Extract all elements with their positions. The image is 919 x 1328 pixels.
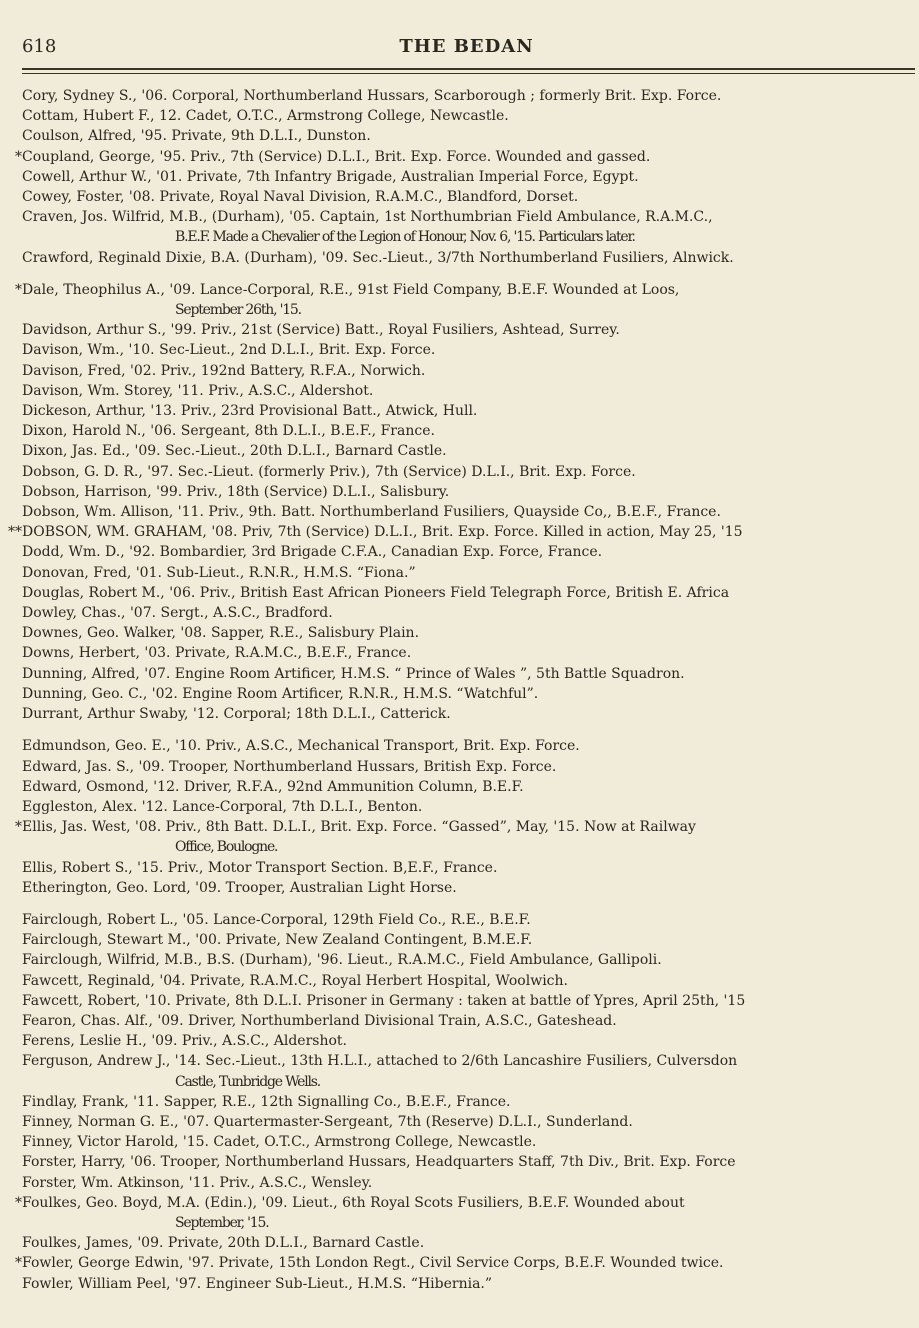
roll-entry (8, 623, 917, 643)
entry-text: Fearon, Chas. Alf., '09. Driver, Northumberland Divisional Train, A.S.C., Gateshead. (22, 1012, 617, 1029)
roll-entry (8, 502, 917, 522)
entry-text: Cowell, Arthur W., '01. Private, 7th Infantry Brigade, Australian Imperial Force, Egypt. (22, 168, 639, 185)
roll-entry (8, 1173, 917, 1193)
entry-text: Dale, Theophilus A., '09. Lance-Corporal, R.E., 91st Field Company, B.E.F. Wounded at Loos, (22, 281, 680, 298)
entry-text: Dixon, Harold N., '06. Sergeant, 8th D.L.I., B.E.F., France. (22, 423, 435, 440)
casualty-marker: * (15, 281, 22, 298)
roll-entry (8, 757, 917, 777)
entry-text: Forster, Harry, '06. Trooper, Northumberland Hussars, Headquarters Staff, 7th Div., Brit. Exp. Force (22, 1154, 736, 1171)
roll-entry (8, 797, 917, 817)
entry-text: Dowley, Chas., '07. Sergt., A.S.C., Bradford. (22, 605, 333, 622)
roll-entry (8, 542, 917, 562)
entry-text: Donovan, Fred, '01. Sub-Lieut., R.N.R., H.M.S. “Fiona.” (22, 564, 416, 581)
roll-entry (8, 1112, 917, 1132)
casualty-marker: * (15, 1255, 22, 1272)
roll-entry (8, 381, 917, 401)
roll-of-service-list (8, 86, 917, 1294)
roll-entry (8, 482, 917, 502)
entry-text: Dodd, Wm. D., '92. Bombardier, 3rd Brigade C.F.A., Canadian Exp. Force, France. (22, 544, 603, 561)
entry-text: Cowey, Foster, '08. Private, Royal Naval Division, R.A.M.C., Blandford, Dorset. (22, 189, 579, 206)
roll-entry (8, 777, 917, 797)
roll-entry (8, 736, 917, 756)
entry-continuation: Castle, Tunbridge Wells. (175, 1073, 321, 1090)
entry-text: Dobson, Wm. Allison, '11. Priv., 9th. Batt. Northumberland Fusiliers, Quayside Co,, B.E.F., France. (22, 504, 721, 521)
entry-text: Fairclough, Wilfrid, M.B., B.S. (Durham), '96. Lieut., R.A.M.C., Field Ambulance, Gallipoli. (22, 952, 662, 969)
roll-entry (8, 421, 917, 441)
entry-text: Forster, Wm. Atkinson, '11. Priv., A.S.C., Wensley. (22, 1174, 373, 1191)
entry-text: DOBSON, WM. GRAHAM, '08. Priv, 7th (Service) D.L.I., Brit. Exp. Force. Killed in action, May 25, '15 (22, 524, 743, 541)
roll-entry (8, 441, 917, 461)
roll-entry (8, 187, 917, 207)
entry-text: Downs, Herbert, '03. Private, R.A.M.C., B.E.F., France. (22, 645, 412, 662)
entry-text: Davison, Fred, '02. Priv., 192nd Battery, R.F.A., Norwich. (22, 362, 426, 379)
entry-text: Davidson, Arthur S., '99. Priv., 21st (Service) Batt., Royal Fusiliers, Ashtead, Surrey. (22, 322, 620, 339)
roll-entry (8, 664, 917, 684)
roll-entry (8, 248, 917, 268)
entry-text: Dobson, G. D. R., '97. Sec.-Lieut. (formerly Priv.), 7th (Service) D.L.I., Brit. Exp. Force. (22, 463, 636, 480)
roll-entry (8, 858, 917, 878)
roll-entry (8, 320, 917, 340)
entry-text: Durrant, Arthur Swaby, '12. Corporal; 18th D.L.I., Catterick. (22, 706, 451, 723)
entry-continuation: Office, Boulogne. (175, 839, 278, 856)
roll-entry (8, 1031, 917, 1051)
roll-entry (8, 1051, 917, 1091)
roll-entry (8, 1253, 917, 1273)
entry-text: Edmundson, Geo. E., '10. Priv., A.S.C., Mechanical Transport, Brit. Exp. Force. (22, 738, 580, 755)
roll-entry (8, 280, 917, 320)
entry-text: Davison, Wm., '10. Sec-Lieut., 2nd D.L.I., Brit. Exp. Force. (22, 342, 436, 359)
roll-entry (8, 340, 917, 360)
roll-entry (8, 1152, 917, 1172)
entry-text: Dickeson, Arthur, '13. Priv., 23rd Provisional Batt., Atwick, Hull. (22, 403, 478, 420)
entry-text: Ellis, Jas. West, '08. Priv., 8th Batt. D.L.I., Brit. Exp. Force. “Gassed”, May, '15. Now at Railway (22, 819, 696, 836)
roll-entry (8, 1274, 917, 1294)
group-separator (8, 268, 917, 280)
roll-entry (8, 1011, 917, 1031)
entry-continuation: B.E.F. Made a Chevalier of the Legion of Honour, Nov. 6, '15. Particulars later. (175, 229, 635, 246)
entry-text: Downes, Geo. Walker, '08. Sapper, R.E., Salisbury Plain. (22, 625, 420, 642)
entry-text: Coulson, Alfred, '95. Private, 9th D.L.I., Dunston. (22, 128, 371, 145)
entry-text: Etherington, Geo. Lord, '09. Trooper, Australian Light Horse. (22, 879, 457, 896)
entry-text: Dobson, Harrison, '99. Priv., 18th (Service) D.L.I., Salisbury. (22, 483, 450, 500)
entry-text: Davison, Wm. Storey, '11. Priv., A.S.C., Aldershot. (22, 382, 374, 399)
header-rule-thick (22, 68, 915, 70)
roll-entry (8, 167, 917, 187)
entry-continuation: September, '15. (175, 1214, 269, 1231)
entry-text: Dixon, Jas. Ed., '09. Sec.-Lieut., 20th D.L.I., Barnard Castle. (22, 443, 447, 460)
roll-entry (8, 971, 917, 991)
roll-entry (8, 1193, 917, 1233)
entry-text: Douglas, Robert M., '06. Priv., British East African Pioneers Field Telegraph Force, British E. Africa (22, 584, 730, 601)
entry-text: Edward, Jas. S., '09. Trooper, Northumberland Hussars, British Exp. Force. (22, 758, 557, 775)
entry-text: Craven, Jos. Wilfrid, M.B., (Durham), '05. Captain, 1st Northumbrian Field Ambulance, R.A.M.C., (22, 209, 713, 226)
roll-entry (8, 878, 917, 898)
roll-entry (8, 583, 917, 603)
roll-entry (8, 603, 917, 623)
roll-entry (8, 106, 917, 126)
roll-entry (8, 643, 917, 663)
entry-text: Ferguson, Andrew J., '14. Sec.-Lieut., 13th H.L.I., attached to 2/6th Lancashire Fusiliers, Culversdon (22, 1053, 738, 1070)
entry-continuation: September 26th, '15. (175, 302, 301, 319)
entry-text: Crawford, Reginald Dixie, B.A. (Durham), '09. Sec.-Lieut., 3/7th Northumberland Fusiliers, Alnwick. (22, 249, 734, 266)
roll-entry (8, 684, 917, 704)
entry-text: Fawcett, Robert, '10. Private, 8th D.L.I. Prisoner in Germany : taken at battle of Ypres, April 25th, '15 (22, 992, 746, 1009)
entry-text: Finney, Victor Harold, '15. Cadet, O.T.C., Armstrong College, Newcastle. (22, 1134, 537, 1151)
entry-text: Dunning, Geo. C., '02. Engine Room Artificer, R.N.R., H.M.S. “Watchful”. (22, 685, 539, 702)
entry-text: Fairclough, Stewart M., '00. Private, New Zealand Contingent, B.M.E.F. (22, 932, 533, 949)
entry-text: Eggleston, Alex. '12. Lance-Corporal, 7th D.L.I., Benton. (22, 798, 423, 815)
roll-entry (8, 462, 917, 482)
entry-text: Fowler, William Peel, '97. Engineer Sub-Lieut., H.M.S. “Hibernia.” (22, 1275, 493, 1292)
entry-text: Dunning, Alfred, '07. Engine Room Artificer, H.M.S. “ Prince of Wales ”, 5th Battle Squadron. (22, 665, 685, 682)
casualty-marker: ** (8, 524, 22, 541)
entry-text: Finney, Norman G. E., '07. Quartermaster-Sergeant, 7th (Reserve) D.L.I., Sunderland. (22, 1113, 633, 1130)
roll-entry (8, 522, 917, 542)
running-title: THE BEDAN (399, 36, 534, 57)
page-number: 618 (22, 36, 57, 57)
roll-entry (8, 1233, 917, 1253)
page-header (22, 30, 911, 60)
entry-text: Fawcett, Reginald, '04. Private, R.A.M.C., Royal Herbert Hospital, Woolwich. (22, 972, 568, 989)
entry-text: Fowler, George Edwin, '97. Private, 15th London Regt., Civil Service Corps, B.E.F. Wounded twice. (22, 1255, 724, 1272)
roll-entry (8, 86, 917, 106)
casualty-marker: * (15, 819, 22, 836)
entry-text: Ellis, Robert S., '15. Priv., Motor Transport Section. B,E.F., France. (22, 859, 498, 876)
entry-text: Fairclough, Robert L., '05. Lance-Corporal, 129th Field Co., R.E., B.E.F. (22, 911, 531, 928)
entry-text: Foulkes, James, '09. Private, 20th D.L.I., Barnard Castle. (22, 1235, 425, 1252)
group-separator (8, 724, 917, 736)
entry-text: Coupland, George, '95. Priv., 7th (Service) D.L.I., Brit. Exp. Force. Wounded and gassed. (22, 148, 651, 165)
roll-entry (8, 563, 917, 583)
roll-entry (8, 401, 917, 421)
entry-text: Edward, Osmond, '12. Driver, R.F.A., 92nd Ammunition Column, B.E.F. (22, 778, 524, 795)
entry-text: Findlay, Frank, '11. Sapper, R.E., 12th Signalling Co., B.E.F., France. (22, 1093, 511, 1110)
roll-entry (8, 1092, 917, 1112)
roll-entry (8, 930, 917, 950)
entry-text: Cory, Sydney S., '06. Corporal, Northumberland Hussars, Scarborough ; formerly Brit. Exp. Force. (22, 88, 722, 104)
casualty-marker: * (15, 1194, 22, 1211)
casualty-marker: * (15, 148, 22, 165)
entry-text: Foulkes, Geo. Boyd, M.A. (Edin.), '09. Lieut., 6th Royal Scots Fusiliers, B.E.F. Wounded about (22, 1194, 685, 1211)
roll-entry (8, 126, 917, 146)
roll-entry (8, 361, 917, 381)
roll-entry (8, 817, 917, 857)
entry-text: Cottam, Hubert F., 12. Cadet, O.T.C., Armstrong College, Newcastle. (22, 108, 509, 125)
header-rule-thin (22, 73, 915, 74)
group-separator (8, 898, 917, 910)
roll-entry (8, 991, 917, 1011)
roll-entry (8, 950, 917, 970)
roll-entry (8, 207, 917, 247)
roll-entry (8, 147, 917, 167)
entry-text: Ferens, Leslie H., '09. Priv., A.S.C., Aldershot. (22, 1033, 347, 1050)
roll-entry (8, 1132, 917, 1152)
roll-entry (8, 910, 917, 930)
roll-entry (8, 704, 917, 724)
